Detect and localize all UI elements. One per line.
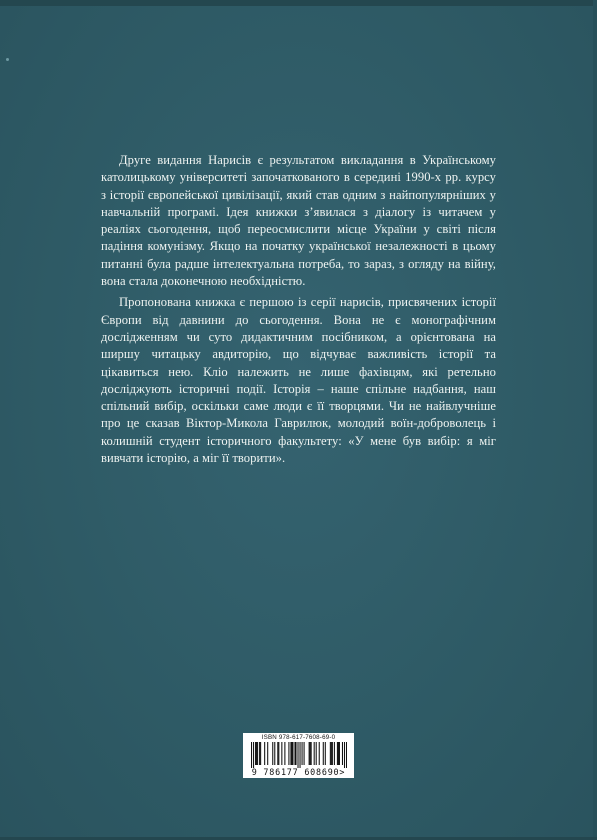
barcode-bar [267,742,268,765]
barcode-digits [243,767,354,777]
barcode-bar [338,742,339,765]
barcode-bar [281,742,282,765]
barcode-bar [314,742,315,765]
isbn-label: ISBN 978-617-7608-69-0 [261,734,336,741]
right-edge [593,0,597,840]
barcode-bar [277,742,278,765]
barcode-bar [255,742,256,765]
barcode-bar [294,742,295,765]
barcode-bar [309,742,310,765]
barcode-bar [339,742,340,765]
description-text [101,152,496,467]
isbn-barcode [243,733,354,778]
barcode-bar [346,742,347,768]
barcode-bar [253,742,254,768]
barcode-bar [310,742,311,765]
barcode-bar [304,742,305,765]
barcode-bar [330,742,331,765]
barcode-bar [278,742,279,765]
barcode-bar [344,742,345,768]
barcode-bar [300,742,301,768]
paragraph-2: Пропонована книжка є першою із серії нарисів, присвячених історії Європи від давнини до сьогодення. Вона не є монографічним дослідженням чи суто дидактичним посібником, а орієнтована на ширшу читацьку авдиторію, що відчуває важливість історії та цікавиться нею. Кліо належить не лише фахівцям, які ретельно досліджують історичні події. Історія – наше спільне надбання, наш спільний вибір, оскільки саме люди є її творцями. Чи не найвлучніше про це сказав Віктор-Микола Гаврилюк, молодий воїн-доброволець і колишній студент історичного факультету: «У мене був вибір: я міг вивчати історію, а міг її творити». [101,295,496,466]
spine-mark [6,58,9,61]
barcode-bar [316,742,317,765]
barcode-bar [260,742,261,765]
barcode-bar [297,742,298,768]
top-edge [0,0,597,6]
barcode-bar [257,742,258,765]
barcode-bar [291,742,292,765]
barcode-bar [264,742,265,765]
barcode-bar [342,742,343,765]
barcode-bar [332,742,333,765]
barcode-bar [272,742,273,765]
barcode-bar [259,742,260,765]
barcode-bar [284,742,285,765]
barcode-bar [319,742,320,765]
quiet-zone-mark: > [339,767,346,777]
barcode-bar [251,742,252,768]
barcode-bar [325,742,326,765]
barcode-bar [311,742,312,765]
barcode-bar [274,742,275,765]
barcode-bar [302,742,303,765]
barcode-bars [251,742,347,768]
barcode-bar [256,742,257,765]
paragraph-1: Друге видання Нарисів є результатом викладання в Українському католицькому університеті започаткованого в середині 1990-х рр. курсу з історії європейської цивілізації, який став одним з найпопулярніших у навчальній програмі. Ідея книжки з’явилася з діалогу із читачем у реаліях сьогодення, щоб переосмислити місце України у світі після падіння комунізму. Якщо на початку української незалежності в цьому питанні була радше інтелектуальна потреба, то зараз, з огляду на війну, вона стала доконечною необхідністю. [101,153,496,289]
barcode-bar [337,742,338,765]
barcode-bar [331,742,332,765]
barcode-bar [288,742,289,765]
barcode-bar [290,742,291,765]
barcode-bar [334,742,335,765]
barcode-bar [295,742,296,765]
barcode-number: 9 786177 608690 [251,767,340,777]
barcode-bar [292,742,293,765]
barcode-bar [323,742,324,765]
